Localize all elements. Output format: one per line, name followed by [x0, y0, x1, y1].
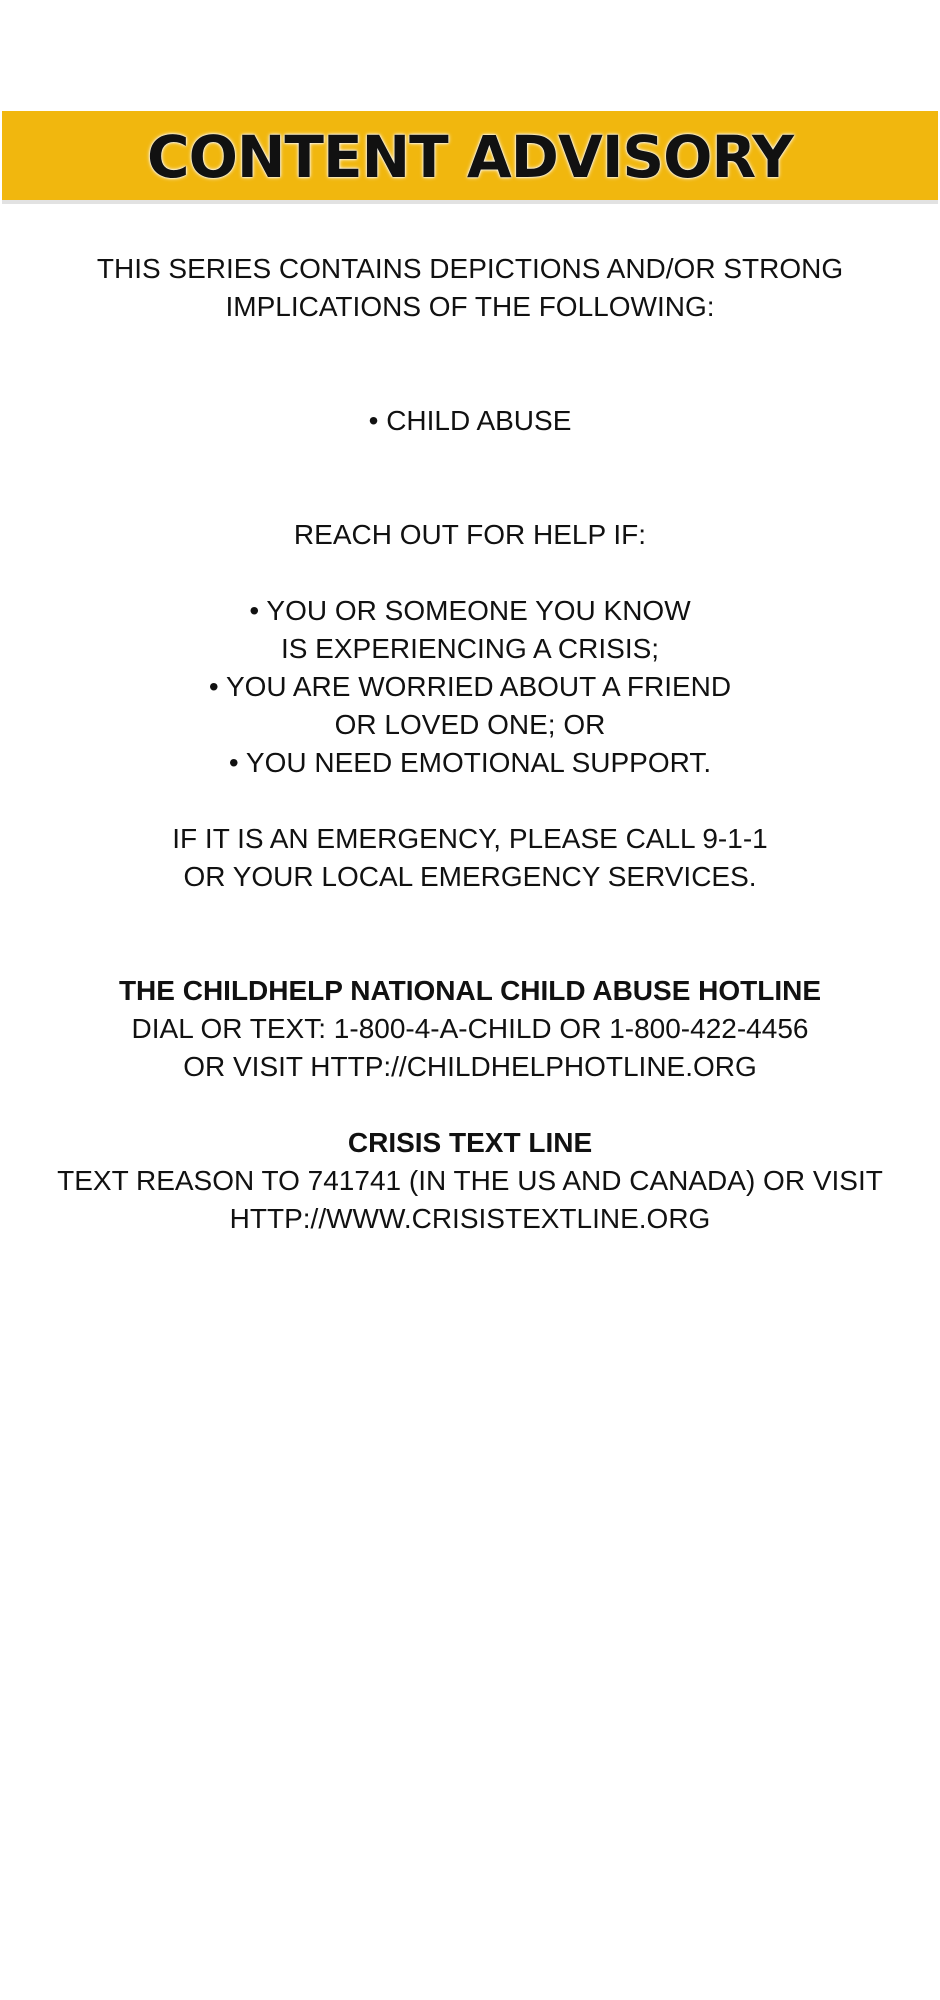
- help-line: OR LOVED ONE; OR: [334, 709, 606, 740]
- resource-line: TEXT REASON TO 741741 (IN THE US AND CANADA) OR VISIT: [57, 1165, 883, 1196]
- resource-link-childhelp[interactable]: OR VISIT HTTP://CHILDHELPHOTLINE.ORG: [183, 1051, 757, 1082]
- resource-link-crisis-text-line[interactable]: HTTP://WWW.CRISISTEXTLINE.ORG: [229, 1203, 711, 1234]
- help-heading: REACH OUT FOR HELP IF:: [293, 519, 647, 550]
- resource-name-childhelp: THE CHILDHELP NATIONAL CHILD ABUSE HOTLINE: [118, 975, 822, 1006]
- resource-name-crisis-text-line: CRISIS TEXT LINE: [347, 1127, 593, 1158]
- advisory-banner: [2, 111, 938, 204]
- intro-line: THIS SERIES CONTAINS DEPICTIONS AND/OR STRONG: [96, 253, 844, 284]
- help-line: IS EXPERIENCING A CRISIS;: [280, 633, 660, 664]
- help-line: • YOU OR SOMEONE YOU KNOW: [249, 595, 691, 626]
- topic-item: • CHILD ABUSE: [368, 405, 572, 436]
- help-line: • YOU ARE WORRIED ABOUT A FRIEND: [208, 671, 732, 702]
- advisory-content: [0, 250, 940, 1238]
- emergency-line: IF IT IS AN EMERGENCY, PLEASE CALL 9-1-1: [172, 823, 768, 854]
- emergency-line: OR YOUR LOCAL EMERGENCY SERVICES.: [183, 861, 757, 892]
- resource-line: DIAL OR TEXT: 1-800-4-A-CHILD OR 1-800-422-4456: [131, 1013, 809, 1044]
- intro-line: IMPLICATIONS OF THE FOLLOWING:: [225, 291, 715, 322]
- banner-title: CONTENT ADVISORY: [147, 122, 793, 191]
- help-line: • YOU NEED EMOTIONAL SUPPORT.: [228, 747, 712, 778]
